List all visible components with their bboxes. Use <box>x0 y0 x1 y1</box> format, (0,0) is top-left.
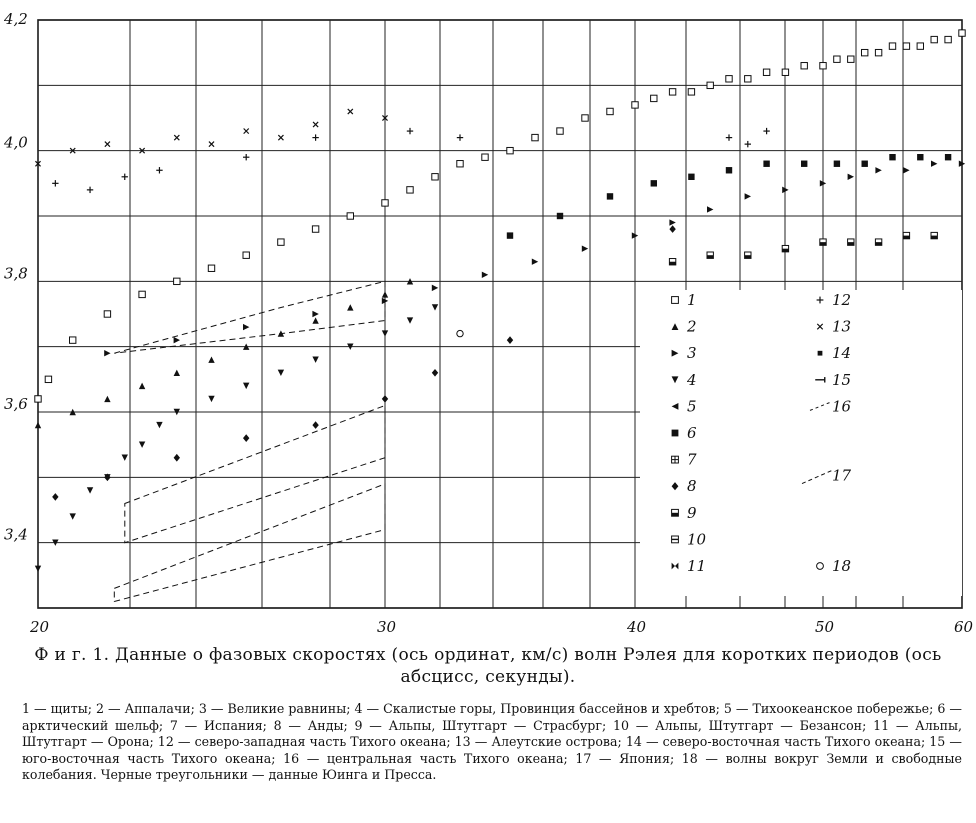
point-triangle-right <box>848 174 854 180</box>
legend-label: 17 <box>832 466 852 485</box>
point-cross <box>313 122 318 127</box>
legend-label: 5 <box>687 397 697 416</box>
point-plus <box>52 180 58 186</box>
point-cross <box>209 142 214 147</box>
point-triangle-right <box>104 350 110 356</box>
point-open-square <box>35 396 41 402</box>
point-open-square <box>243 252 249 258</box>
point-cross <box>278 135 283 140</box>
x-tick-label: 50 <box>815 618 835 636</box>
point-diamond <box>174 454 180 462</box>
point-open-square <box>382 200 388 206</box>
legend-label: 9 <box>687 503 697 522</box>
point-filled-square <box>688 174 694 180</box>
legend <box>640 290 962 596</box>
point-triangle-up <box>208 357 214 363</box>
point-plus <box>763 128 769 134</box>
point-open-circle <box>457 330 463 336</box>
point-open-square <box>174 278 180 284</box>
point-half-square <box>875 239 881 245</box>
point-open-square <box>407 187 413 193</box>
point-triangle-right <box>243 324 249 330</box>
regions <box>114 281 385 601</box>
point-half-square <box>820 239 826 245</box>
point-open-square <box>903 43 909 49</box>
point-open-square <box>139 291 145 297</box>
point-crossed-square <box>672 456 679 463</box>
point-open-square <box>507 147 513 153</box>
point-triangle-up <box>104 396 110 402</box>
legend-label: 2 <box>687 317 697 336</box>
point-filled-square <box>726 167 732 173</box>
point-cross <box>244 129 249 134</box>
legend-label: 16 <box>832 397 852 416</box>
point-triangle-down <box>156 422 162 428</box>
legend-label: 10 <box>687 530 707 549</box>
point-triangle-right <box>903 167 909 173</box>
point-filled-square <box>945 154 951 160</box>
point-triangle-right <box>875 167 881 173</box>
x-tick-label: 40 <box>627 618 647 636</box>
point-filled-square <box>557 213 563 219</box>
point-plus <box>312 134 318 140</box>
point-triangle-down <box>139 441 145 447</box>
point-triangle-up <box>382 291 388 297</box>
point-triangle-up <box>347 304 353 310</box>
point-triangle-down <box>312 357 318 363</box>
legend-label: 7 <box>687 450 697 469</box>
point-half-square <box>903 232 909 238</box>
y-tick-label: 3,4 <box>4 525 28 544</box>
point-plus <box>726 134 732 140</box>
legend-label: 4 <box>687 370 697 389</box>
point-filled-square <box>651 180 657 186</box>
point-triangle-right <box>745 193 751 199</box>
point-triangle-up <box>35 422 41 428</box>
point-triangle-down <box>87 487 93 493</box>
y-tick-label: 4,2 <box>4 10 28 28</box>
point-open-square <box>862 49 868 55</box>
point-triangle-down <box>407 317 413 323</box>
point-small-square <box>818 351 823 356</box>
point-open-square <box>834 56 840 62</box>
x-tick-label: 30 <box>377 618 397 636</box>
point-open-square <box>312 226 318 232</box>
point-half-square <box>745 252 751 258</box>
point-open-square <box>347 213 353 219</box>
point-open-square <box>945 36 951 42</box>
point-plus <box>457 134 463 140</box>
point-cross <box>174 135 179 140</box>
y-tick-label: 4,0 <box>4 133 28 152</box>
legend-label: 3 <box>687 344 697 363</box>
point-diamond <box>382 395 388 403</box>
point-half-square <box>672 509 679 516</box>
point-open-square <box>745 76 751 82</box>
point-triangle-down <box>432 304 438 310</box>
region-17 <box>125 406 385 543</box>
point-open-square <box>208 265 214 271</box>
point-diamond <box>432 369 438 377</box>
point-diamond <box>243 434 249 442</box>
point-triangle-down <box>35 566 41 572</box>
legend-label: 11 <box>687 557 707 575</box>
figure-caption: Ф и г. 1. Данные о фазовых скоростях (ось ординат, км/с) волн Рэлея для коротких периодов (ось абсцисс, секунды). <box>34 645 942 687</box>
region-16 <box>114 281 385 353</box>
point-half-square <box>669 259 675 265</box>
point-half-square <box>707 252 713 258</box>
point-plus <box>122 174 128 180</box>
point-triangle-right <box>174 337 180 343</box>
point-open-square <box>763 69 769 75</box>
point-triangle-down <box>122 455 128 461</box>
point-filled-square <box>672 430 679 437</box>
point-open-square <box>848 56 854 62</box>
point-triangle-down <box>278 370 284 376</box>
point-filled-square <box>763 161 769 167</box>
point-triangle-right <box>931 161 937 167</box>
point-triangle-down <box>243 383 249 389</box>
point-filled-square <box>889 154 895 160</box>
point-diamond <box>312 421 318 429</box>
point-open-square <box>672 297 679 304</box>
point-plus <box>745 141 751 147</box>
point-open-square <box>726 76 732 82</box>
point-cross <box>105 142 110 147</box>
x-tick-label: 20 <box>30 618 50 636</box>
point-open-square <box>931 36 937 42</box>
point-open-square <box>917 43 923 49</box>
point-open-square <box>782 69 788 75</box>
point-open-square <box>632 102 638 108</box>
point-filled-square <box>507 232 513 238</box>
point-open-square <box>801 63 807 69</box>
point-open-square <box>607 108 613 114</box>
point-filled-square <box>862 161 868 167</box>
point-open-square <box>582 115 588 121</box>
point-open-square <box>104 311 110 317</box>
point-open-square <box>70 337 76 343</box>
point-triangle-right <box>707 206 713 212</box>
point-open-square <box>278 239 284 245</box>
point-triangle-down <box>70 513 76 519</box>
legend-label: 14 <box>832 344 852 363</box>
point-triangle-right <box>312 311 318 317</box>
point-half-square <box>848 239 854 245</box>
point-diamond <box>507 336 513 344</box>
point-open-square <box>532 134 538 140</box>
point-open-square <box>959 30 965 36</box>
figure-legend-text: 1 — щиты; 2 — Аппалачи; 3 — Великие равнины; 4 — Скалистые горы, Провинция бассейнов и хребтов; 5 — Тихоокеанское побережье; 6 — арктический шельф; 7 — Испания; 8 — Анды; 9 — Альпы, Штутгарт — Страсбург; 10 — Альпы, Штутгарт — Безансон; 11 — Альпы, Штутгарт — Орона; 12 — северо-западная часть Тихого океана; 13 — Алеутские острова; 14 — северо-восточная часть Тихого океана; 15 — юго-восточная часть Тихого океана; 16 — центральная часть Тихого океана; 17 — Япония; 18 — волны вокруг Земли и свободные колебания. Черные треугольники — данные Юинга и Пресса. <box>22 701 962 782</box>
point-filled-square <box>607 193 613 199</box>
legend-label: 13 <box>832 317 852 336</box>
point-open-square <box>820 63 826 69</box>
point-filled-square <box>917 154 923 160</box>
point-triangle-up <box>174 370 180 376</box>
legend-label: 8 <box>687 477 697 496</box>
point-plus <box>243 154 249 160</box>
legend-label: 12 <box>832 291 852 309</box>
point-plus <box>156 167 162 173</box>
point-open-square <box>45 376 51 382</box>
point-open-square <box>688 89 694 95</box>
point-open-square <box>482 154 488 160</box>
point-plus <box>87 187 93 193</box>
point-open-square <box>557 128 563 134</box>
point-diamond <box>52 493 58 501</box>
point-open-square <box>707 82 713 88</box>
point-open-square <box>457 161 463 167</box>
point-half-square <box>782 245 788 251</box>
point-diamond <box>669 225 675 233</box>
y-tick-label: 3,6 <box>4 395 28 413</box>
point-triangle-right <box>432 285 438 291</box>
point-triangle-up <box>312 317 318 323</box>
point-open-square <box>669 89 675 95</box>
point-open-square <box>889 43 895 49</box>
point-open-circle <box>817 563 824 570</box>
x-tick-label: 60 <box>954 618 974 636</box>
y-tick-label: 3,8 <box>4 264 28 283</box>
legend-label: 15 <box>832 370 852 389</box>
legend-label: 1 <box>687 291 697 309</box>
point-triangle-right <box>482 272 488 278</box>
point-triangle-down <box>208 396 214 402</box>
point-triangle-right <box>532 259 538 265</box>
point-plus <box>407 128 413 134</box>
point-open-square <box>432 174 438 180</box>
point-triangle-right <box>669 219 675 225</box>
point-triangle-down <box>382 330 388 336</box>
point-half-square <box>931 232 937 238</box>
point-open-square <box>651 95 657 101</box>
point-triangle-up <box>139 383 145 389</box>
legend-label: 18 <box>832 557 852 575</box>
point-cross <box>348 109 353 114</box>
point-filled-square <box>801 161 807 167</box>
legend-background <box>640 290 962 596</box>
point-triangle-right <box>582 245 588 251</box>
point-barred-square <box>672 536 679 543</box>
point-open-square <box>875 49 881 55</box>
point-filled-square <box>834 161 840 167</box>
legend-label: 6 <box>687 424 697 442</box>
